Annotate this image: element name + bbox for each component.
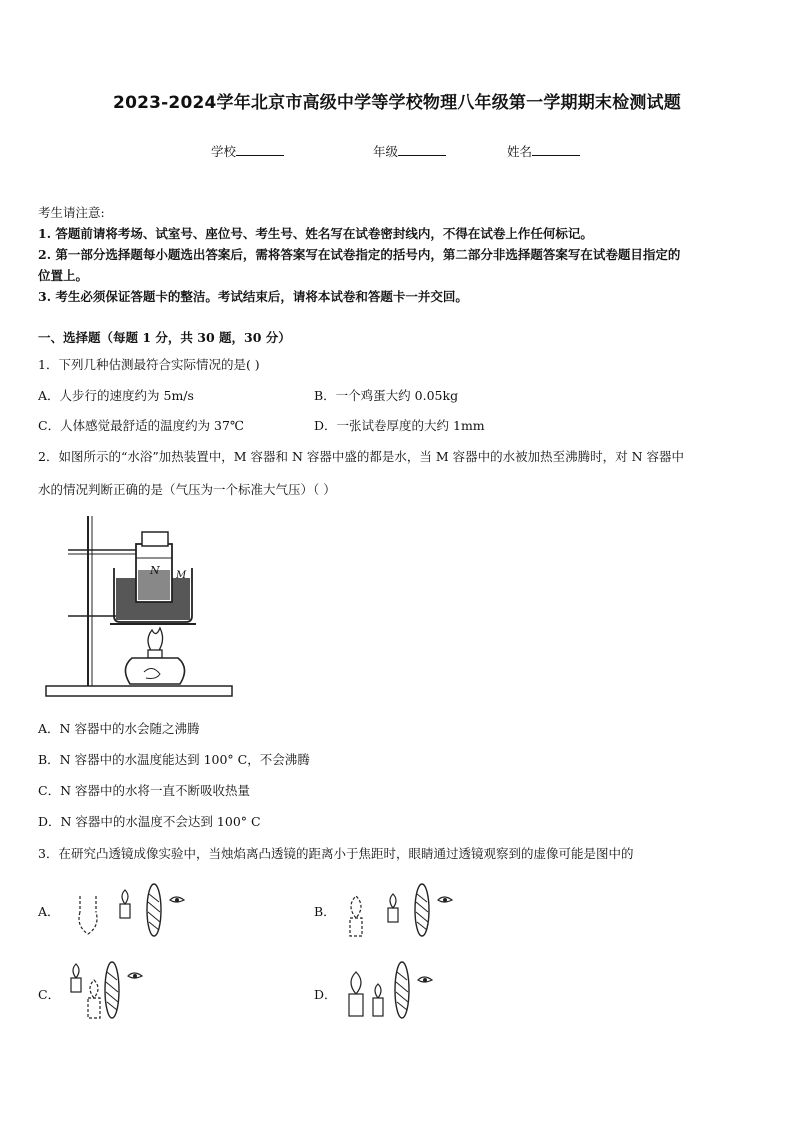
q3-option-d-figure xyxy=(342,960,462,1022)
q3-option-c-label: C． xyxy=(38,987,61,1002)
q2-option-d: D．N 容器中的水温度不会达到 100° C xyxy=(38,814,261,829)
label-m: M xyxy=(176,570,187,581)
water-bath-figure xyxy=(40,512,240,708)
candle-flame xyxy=(390,894,396,908)
virtual-image-candle xyxy=(350,918,362,936)
name-label: 姓名 xyxy=(507,144,533,159)
q3-option-a-label: A． xyxy=(38,904,60,919)
candle xyxy=(373,998,383,1016)
notice-item-2: 2. 第一部分选择题每小题选出答案后，需将答案写在试卷指定的括号内，第二部分非选择题答案写在试卷题目指定的 xyxy=(38,247,681,262)
enlarged-flame xyxy=(351,972,361,994)
notice-item-1: 1. 答题前请将考场、试室号、座位号、考生号、姓名写在试卷密封线内，不得在试卷上作任何标记。 xyxy=(38,226,593,241)
grade-field xyxy=(373,142,446,160)
q1-option-c: C．人体感觉最舒适的温度约为 37℃ xyxy=(38,418,244,433)
virtual-image-flame xyxy=(90,980,98,998)
q2-option-c: C．N 容器中的水将一直不断吸收热量 xyxy=(38,783,250,798)
candle xyxy=(388,908,398,922)
notice-item-3: 3. 考生必须保证答题卡的整洁。考试结束后，请将本试卷和答题卡一并交回。 xyxy=(38,289,468,304)
candle-flame xyxy=(122,890,128,904)
alcohol-lamp xyxy=(125,658,184,684)
name-blank xyxy=(532,143,580,156)
q2-stem-line1: 2．如图所示的“水浴”加热装置中，M 容器和 N 容器中盛的都是水，当 M 容器中的水被加热至沸腾时，对 N 容器中 xyxy=(38,449,685,464)
q2-option-b: B．N 容器中的水温度能达到 100° C，不会沸腾 xyxy=(38,752,310,767)
notice-item-2-cont: 位置上。 xyxy=(38,268,89,283)
q3-option-b-label: B． xyxy=(314,904,336,919)
grade-blank xyxy=(398,143,446,156)
container-n-cap xyxy=(142,532,168,546)
q2-stem-line2: 水的情况判断正确的是（气压为一个标准大气压）（ ） xyxy=(38,482,336,497)
flame xyxy=(148,628,163,652)
q3-option-c-figure xyxy=(62,960,182,1022)
school-field xyxy=(211,142,284,160)
q3-option-a-figure xyxy=(74,882,194,942)
page-title: 2023-2024学年北京市高级中学等学校物理八年级第一学期期末检测试题 xyxy=(113,93,681,113)
candle xyxy=(71,978,81,992)
label-n: N xyxy=(150,564,160,577)
school-blank xyxy=(236,143,284,156)
notice-heading: 考生请注意: xyxy=(38,205,105,220)
candle-flame xyxy=(73,964,79,978)
enlarged-candle xyxy=(349,994,363,1016)
virtual-image-candle xyxy=(88,998,100,1018)
grade-label: 年级 xyxy=(373,144,399,159)
lamp-wick-holder xyxy=(148,650,162,658)
q1-option-d: D．一张试卷厚度的大约 1mm xyxy=(314,418,485,433)
section-heading: 一、选择题（每题 1 分，共 30 题，30 分） xyxy=(38,330,291,345)
q1-option-b: B．一个鸡蛋大约 0.05kg xyxy=(314,388,459,403)
stand-base xyxy=(46,686,232,696)
q2-option-a: A．N 容器中的水会随之沸腾 xyxy=(38,721,200,736)
school-label: 学校 xyxy=(211,144,237,159)
candle xyxy=(120,904,130,918)
convex-lens xyxy=(415,884,429,936)
q1-stem: 1．下列几种估测最符合实际情况的是( ) xyxy=(38,357,260,372)
q3-option-b-figure xyxy=(342,882,462,942)
q3-stem: 3．在研究凸透镜成像实验中，当烛焰离凸透镜的距离小于焦距时，眼睛通过透镜观察到的虚像可能是图中的 xyxy=(38,846,634,861)
convex-lens xyxy=(147,884,161,936)
virtual-image-inverted xyxy=(79,896,97,934)
candle-flame xyxy=(375,984,381,998)
q1-option-a: A．人步行的速度约为 5m/s xyxy=(38,388,194,403)
virtual-image-flame xyxy=(351,896,361,918)
q3-option-d-label: D． xyxy=(314,987,337,1002)
name-field xyxy=(507,142,580,160)
